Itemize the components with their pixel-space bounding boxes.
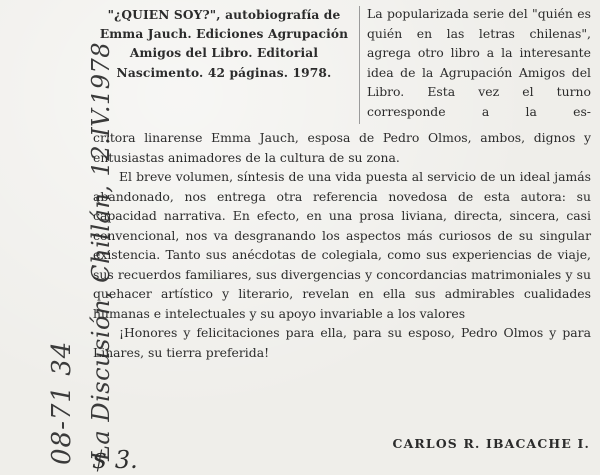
article-body — [93, 128, 591, 362]
book-reference: "¿QUIEN SOY?", autobiografía de Emma Jauch. Ediciones Agrupación Amigos del Libro. Editorial Nascimento. 42 páginas. 1978. — [99, 8, 349, 80]
author-signature: CARLOS R. IBACACHE I. — [392, 436, 590, 451]
article-header-row — [93, 6, 591, 128]
intro-paragraph: La popularizada serie del "quién es quién en las letras chilenas", agrega otro libro a la interesante idea de la Agrupación Amigos del Libro. Esta vez el turno corresponde a la es- — [367, 6, 591, 119]
handwritten-page-mark: $ 3. — [92, 446, 138, 474]
body-paragraph-1: critora linarense Emma Jauch, esposa de Pedro Olmos, ambos, dignos y entusiastas animadores de la cultura de su zona. — [93, 130, 591, 165]
body-paragraph-3: ¡Honores y felicitaciones para ella, para su esposo, Pedro Olmos y para Linares, su tierra preferida! — [93, 325, 591, 360]
handwritten-source-date: La Discusión, Chillán, 12.IV.1978 — [87, 41, 115, 461]
handwritten-archive-code: 08-71 34 — [47, 340, 77, 465]
body-paragraph-2: El breve volumen, síntesis de una vida puesta al servicio de un ideal jamás abandonado, nos entrega otra referencia novedosa de esta autora: su capacidad narrativa. En efecto, en una prosa liviana, directa, sincera, casi convencional, nos va desgranando los aspectos más curiosos de su singular existencia. Tanto sus anécdotas de colegiala, como sus experiencias de viaje, sus recuerdos familiares, sus divergencias y concordancias matrimoniales y su quehacer artístico y literario, revelan en ella sus admirables cualidades humanas e intelectuales y su apoyo invariable a los valores — [93, 169, 591, 321]
column-divider — [359, 6, 360, 124]
